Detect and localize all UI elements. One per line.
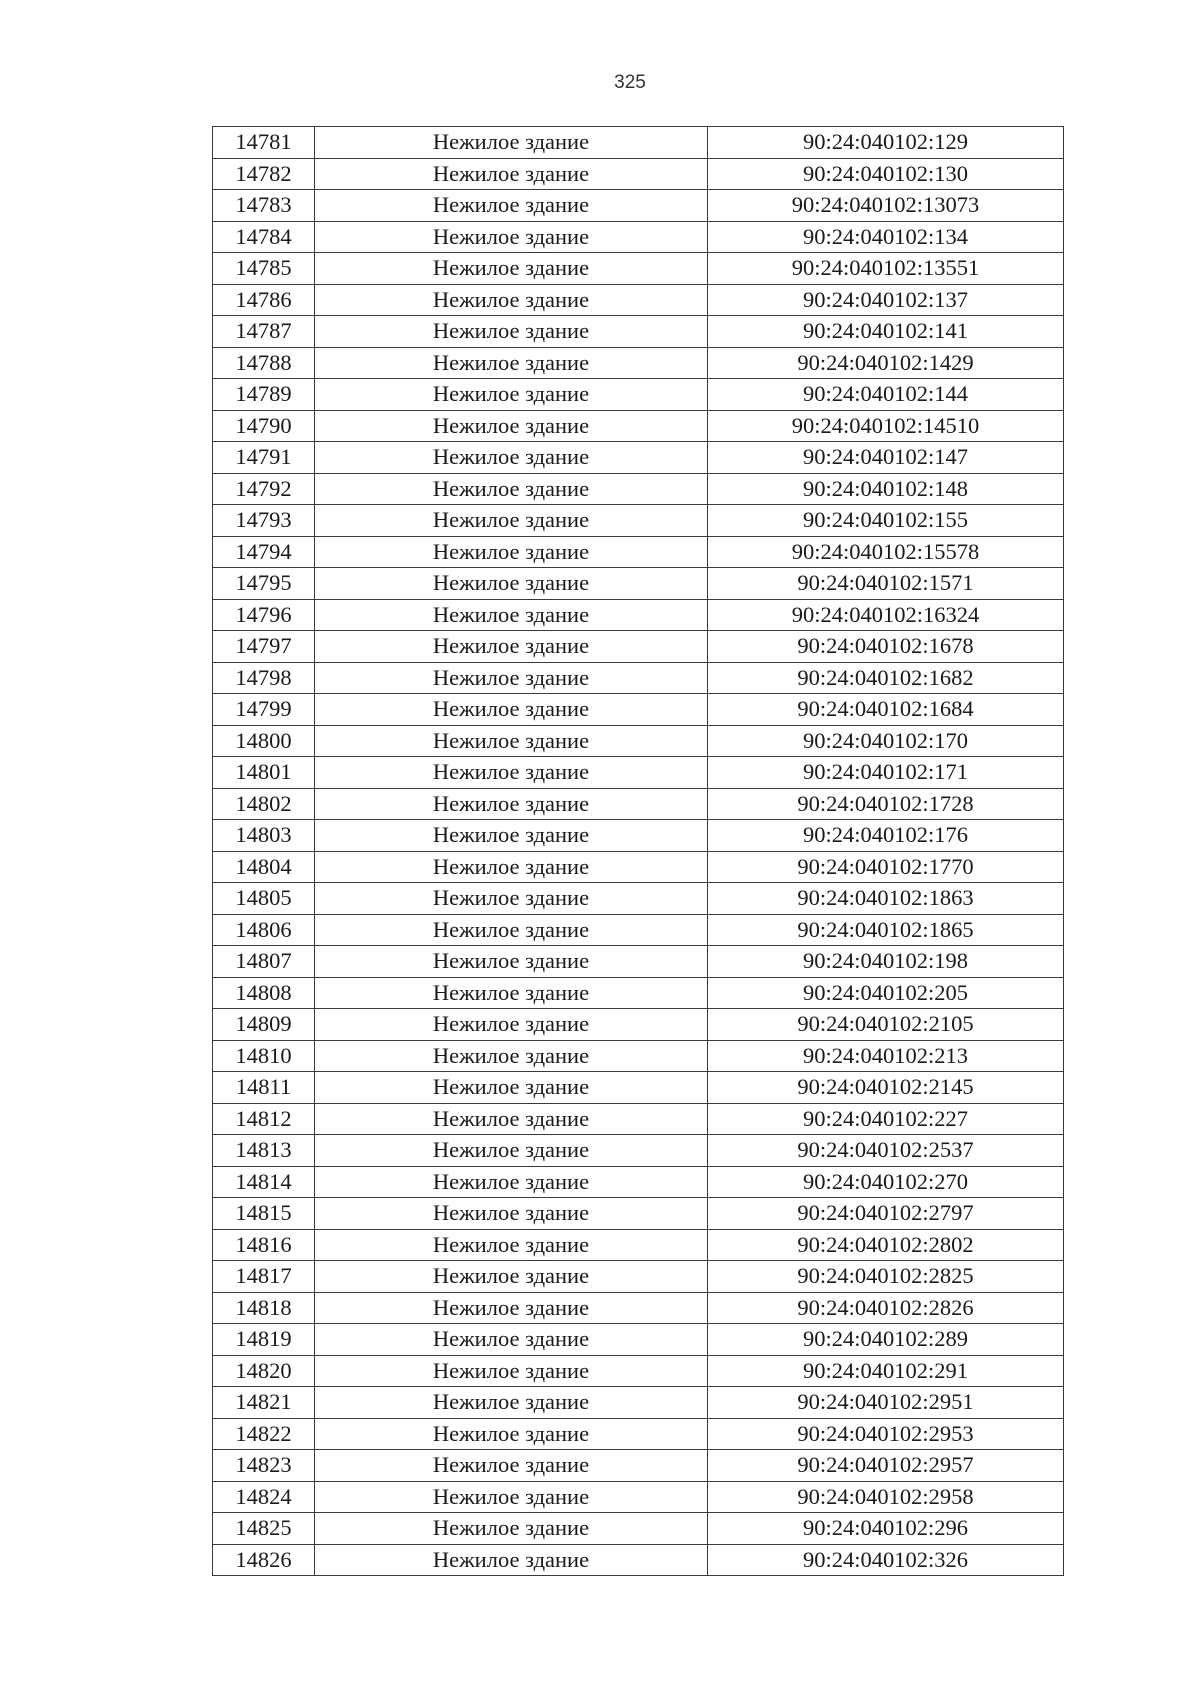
object-type-cell: Нежилое здание: [315, 1324, 708, 1356]
cadastral-number-cell: 90:24:040102:291: [708, 1355, 1064, 1387]
object-type-cell: Нежилое здание: [315, 788, 708, 820]
object-type-cell: Нежилое здание: [315, 694, 708, 726]
row-number-cell: 14802: [213, 788, 315, 820]
table-row: [213, 1355, 1064, 1387]
table-row: [213, 442, 1064, 474]
object-type-cell: Нежилое здание: [315, 1072, 708, 1104]
table-row: [213, 127, 1064, 159]
row-number-cell: 14799: [213, 694, 315, 726]
cadastral-number-cell: 90:24:040102:1684: [708, 694, 1064, 726]
cadastral-number-cell: 90:24:040102:326: [708, 1544, 1064, 1576]
table-row: [213, 1513, 1064, 1545]
object-type-cell: Нежилое здание: [315, 631, 708, 663]
cadastral-number-cell: 90:24:040102:13073: [708, 190, 1064, 222]
object-type-cell: Нежилое здание: [315, 1229, 708, 1261]
object-type-cell: Нежилое здание: [315, 1481, 708, 1513]
row-number-cell: 14786: [213, 284, 315, 316]
row-number-cell: 14790: [213, 410, 315, 442]
cadastral-number-cell: 90:24:040102:198: [708, 946, 1064, 978]
row-number-cell: 14796: [213, 599, 315, 631]
cadastral-number-cell: 90:24:040102:16324: [708, 599, 1064, 631]
table-row: [213, 473, 1064, 505]
table-row: [213, 883, 1064, 915]
row-number-cell: 14783: [213, 190, 315, 222]
object-type-cell: Нежилое здание: [315, 190, 708, 222]
cadastral-number-cell: 90:24:040102:205: [708, 977, 1064, 1009]
cadastral-number-cell: 90:24:040102:296: [708, 1513, 1064, 1545]
cadastral-number-cell: 90:24:040102:176: [708, 820, 1064, 852]
row-number-cell: 14814: [213, 1166, 315, 1198]
table-row: [213, 1103, 1064, 1135]
cadastral-number-cell: 90:24:040102:2797: [708, 1198, 1064, 1230]
table-row: [213, 505, 1064, 537]
cadastral-number-cell: 90:24:040102:289: [708, 1324, 1064, 1356]
cadastral-number-cell: 90:24:040102:1678: [708, 631, 1064, 663]
row-number-cell: 14823: [213, 1450, 315, 1482]
object-type-cell: Нежилое здание: [315, 536, 708, 568]
object-type-cell: Нежилое здание: [315, 914, 708, 946]
row-number-cell: 14787: [213, 316, 315, 348]
cadastral-number-cell: 90:24:040102:2951: [708, 1387, 1064, 1419]
row-number-cell: 14804: [213, 851, 315, 883]
row-number-cell: 14821: [213, 1387, 315, 1419]
table-row: [213, 1418, 1064, 1450]
table-row: [213, 946, 1064, 978]
cadastral-number-cell: 90:24:040102:1682: [708, 662, 1064, 694]
table-row: [213, 820, 1064, 852]
table-row: [213, 1166, 1064, 1198]
cadastral-number-cell: 90:24:040102:171: [708, 757, 1064, 789]
object-type-cell: Нежилое здание: [315, 568, 708, 600]
row-number-cell: 14820: [213, 1355, 315, 1387]
table-row: [213, 284, 1064, 316]
cadastral-number-cell: 90:24:040102:170: [708, 725, 1064, 757]
table-row: [213, 1229, 1064, 1261]
cadastral-number-cell: 90:24:040102:15578: [708, 536, 1064, 568]
cadastral-number-cell: 90:24:040102:1571: [708, 568, 1064, 600]
row-number-cell: 14805: [213, 883, 315, 915]
object-type-cell: Нежилое здание: [315, 316, 708, 348]
object-type-cell: Нежилое здание: [315, 1261, 708, 1293]
row-number-cell: 14819: [213, 1324, 315, 1356]
object-type-cell: Нежилое здание: [315, 662, 708, 694]
cadastral-number-cell: 90:24:040102:2145: [708, 1072, 1064, 1104]
cadastral-number-cell: 90:24:040102:2953: [708, 1418, 1064, 1450]
table-row: [213, 410, 1064, 442]
cadastral-number-cell: 90:24:040102:1728: [708, 788, 1064, 820]
cadastral-number-cell: 90:24:040102:155: [708, 505, 1064, 537]
cadastral-number-cell: 90:24:040102:213: [708, 1040, 1064, 1072]
row-number-cell: 14813: [213, 1135, 315, 1167]
cadastral-number-cell: 90:24:040102:134: [708, 221, 1064, 253]
object-type-cell: Нежилое здание: [315, 1355, 708, 1387]
object-type-cell: Нежилое здание: [315, 851, 708, 883]
table-row: [213, 379, 1064, 411]
row-number-cell: 14811: [213, 1072, 315, 1104]
object-type-cell: Нежилое здание: [315, 1198, 708, 1230]
row-number-cell: 14824: [213, 1481, 315, 1513]
object-type-cell: Нежилое здание: [315, 1544, 708, 1576]
object-type-cell: Нежилое здание: [315, 1166, 708, 1198]
row-number-cell: 14800: [213, 725, 315, 757]
registry-table: [212, 126, 1064, 1576]
row-number-cell: 14789: [213, 379, 315, 411]
object-type-cell: Нежилое здание: [315, 284, 708, 316]
table-row: [213, 316, 1064, 348]
object-type-cell: Нежилое здание: [315, 757, 708, 789]
cadastral-number-cell: 90:24:040102:2802: [708, 1229, 1064, 1261]
cadastral-number-cell: 90:24:040102:2825: [708, 1261, 1064, 1293]
row-number-cell: 14798: [213, 662, 315, 694]
table-row: [213, 631, 1064, 663]
row-number-cell: 14797: [213, 631, 315, 663]
cadastral-number-cell: 90:24:040102:1770: [708, 851, 1064, 883]
table-row: [213, 1261, 1064, 1293]
table-row: [213, 725, 1064, 757]
row-number-cell: 14806: [213, 914, 315, 946]
cadastral-number-cell: 90:24:040102:2958: [708, 1481, 1064, 1513]
cadastral-number-cell: 90:24:040102:144: [708, 379, 1064, 411]
object-type-cell: Нежилое здание: [315, 505, 708, 537]
object-type-cell: Нежилое здание: [315, 1040, 708, 1072]
table-row: [213, 221, 1064, 253]
object-type-cell: Нежилое здание: [315, 977, 708, 1009]
table-row: [213, 1040, 1064, 1072]
table-row: [213, 253, 1064, 285]
object-type-cell: Нежилое здание: [315, 820, 708, 852]
table-row: [213, 914, 1064, 946]
row-number-cell: 14807: [213, 946, 315, 978]
object-type-cell: Нежилое здание: [315, 410, 708, 442]
cadastral-number-cell: 90:24:040102:129: [708, 127, 1064, 159]
table-row: [213, 1072, 1064, 1104]
row-number-cell: 14781: [213, 127, 315, 159]
row-number-cell: 14795: [213, 568, 315, 600]
object-type-cell: Нежилое здание: [315, 883, 708, 915]
object-type-cell: Нежилое здание: [315, 946, 708, 978]
row-number-cell: 14803: [213, 820, 315, 852]
table-row: [213, 757, 1064, 789]
registry-table-body: [213, 127, 1064, 1576]
row-number-cell: 14788: [213, 347, 315, 379]
object-type-cell: Нежилое здание: [315, 599, 708, 631]
row-number-cell: 14812: [213, 1103, 315, 1135]
cadastral-number-cell: 90:24:040102:1429: [708, 347, 1064, 379]
object-type-cell: Нежилое здание: [315, 1513, 708, 1545]
row-number-cell: 14792: [213, 473, 315, 505]
table-row: [213, 788, 1064, 820]
row-number-cell: 14810: [213, 1040, 315, 1072]
object-type-cell: Нежилое здание: [315, 1450, 708, 1482]
table-row: [213, 1481, 1064, 1513]
object-type-cell: Нежилое здание: [315, 253, 708, 285]
table-row: [213, 1387, 1064, 1419]
table-row: [213, 1292, 1064, 1324]
row-number-cell: 14793: [213, 505, 315, 537]
row-number-cell: 14782: [213, 158, 315, 190]
table-row: [213, 851, 1064, 883]
table-row: [213, 599, 1064, 631]
table-row: [213, 1544, 1064, 1576]
cadastral-number-cell: 90:24:040102:2537: [708, 1135, 1064, 1167]
row-number-cell: 14801: [213, 757, 315, 789]
cadastral-number-cell: 90:24:040102:130: [708, 158, 1064, 190]
table-row: [213, 568, 1064, 600]
cadastral-number-cell: 90:24:040102:227: [708, 1103, 1064, 1135]
row-number-cell: 14794: [213, 536, 315, 568]
cadastral-number-cell: 90:24:040102:13551: [708, 253, 1064, 285]
row-number-cell: 14825: [213, 1513, 315, 1545]
table-row: [213, 1198, 1064, 1230]
table-row: [213, 158, 1064, 190]
object-type-cell: Нежилое здание: [315, 1009, 708, 1041]
row-number-cell: 14785: [213, 253, 315, 285]
cadastral-number-cell: 90:24:040102:1863: [708, 883, 1064, 915]
object-type-cell: Нежилое здание: [315, 1292, 708, 1324]
row-number-cell: 14817: [213, 1261, 315, 1293]
cadastral-number-cell: 90:24:040102:147: [708, 442, 1064, 474]
row-number-cell: 14818: [213, 1292, 315, 1324]
object-type-cell: Нежилое здание: [315, 442, 708, 474]
object-type-cell: Нежилое здание: [315, 1135, 708, 1167]
page-number: 325: [614, 72, 646, 93]
object-type-cell: Нежилое здание: [315, 379, 708, 411]
cadastral-number-cell: 90:24:040102:14510: [708, 410, 1064, 442]
cadastral-number-cell: 90:24:040102:1865: [708, 914, 1064, 946]
cadastral-number-cell: 90:24:040102:137: [708, 284, 1064, 316]
object-type-cell: Нежилое здание: [315, 725, 708, 757]
cadastral-number-cell: 90:24:040102:2105: [708, 1009, 1064, 1041]
table-row: [213, 1324, 1064, 1356]
table-row: [213, 977, 1064, 1009]
object-type-cell: Нежилое здание: [315, 473, 708, 505]
cadastral-number-cell: 90:24:040102:141: [708, 316, 1064, 348]
row-number-cell: 14809: [213, 1009, 315, 1041]
row-number-cell: 14816: [213, 1229, 315, 1261]
object-type-cell: Нежилое здание: [315, 1418, 708, 1450]
object-type-cell: Нежилое здание: [315, 1387, 708, 1419]
table-row: [213, 1009, 1064, 1041]
table-row: [213, 694, 1064, 726]
table-row: [213, 1450, 1064, 1482]
cadastral-number-cell: 90:24:040102:2826: [708, 1292, 1064, 1324]
row-number-cell: 14791: [213, 442, 315, 474]
row-number-cell: 14808: [213, 977, 315, 1009]
row-number-cell: 14784: [213, 221, 315, 253]
row-number-cell: 14815: [213, 1198, 315, 1230]
object-type-cell: Нежилое здание: [315, 221, 708, 253]
row-number-cell: 14826: [213, 1544, 315, 1576]
row-number-cell: 14822: [213, 1418, 315, 1450]
cadastral-number-cell: 90:24:040102:148: [708, 473, 1064, 505]
cadastral-number-cell: 90:24:040102:2957: [708, 1450, 1064, 1482]
table-row: [213, 536, 1064, 568]
object-type-cell: Нежилое здание: [315, 127, 708, 159]
table-row: [213, 1135, 1064, 1167]
object-type-cell: Нежилое здание: [315, 1103, 708, 1135]
table-row: [213, 662, 1064, 694]
table-row: [213, 347, 1064, 379]
object-type-cell: Нежилое здание: [315, 347, 708, 379]
cadastral-number-cell: 90:24:040102:270: [708, 1166, 1064, 1198]
table-row: [213, 190, 1064, 222]
object-type-cell: Нежилое здание: [315, 158, 708, 190]
